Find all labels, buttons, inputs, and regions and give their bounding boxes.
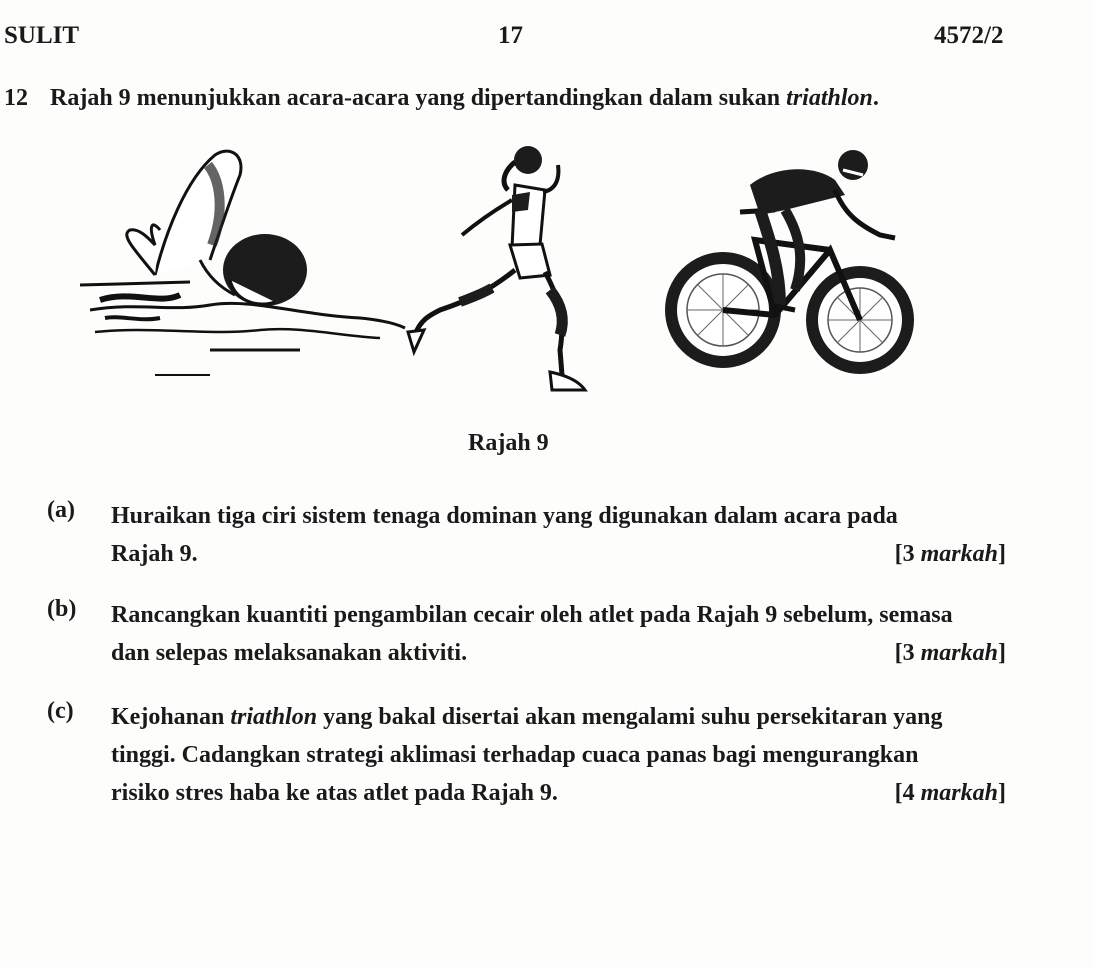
question-number: 12	[4, 85, 28, 111]
part-a-marks: [3 markah]	[894, 541, 1006, 567]
question-stem: Rajah 9 menunjukkan acara-acara yang dipertandingkan dalam sukan triathlon.	[50, 85, 879, 111]
part-c	[111, 698, 1006, 812]
runner-illustration	[400, 140, 600, 395]
part-b-line2: dan selepas melaksanakan aktiviti.	[111, 640, 468, 666]
part-a-line1: Huraikan tiga ciri sistem tenaga dominan yang digunakan dalam acara pada	[111, 503, 898, 529]
part-c-marks: [4 markah]	[894, 780, 1006, 806]
page-number: 17	[498, 22, 523, 49]
part-c-line1: Kejohanan triathlon yang bakal disertai akan mengalami suhu persekitaran yang	[111, 704, 943, 730]
figure-caption: Rajah 9	[468, 430, 549, 456]
part-b-line1: Rancangkan kuantiti pengambilan cecair oleh atlet pada Rajah 9 sebelum, semasa	[111, 602, 953, 628]
part-c-label: (c)	[47, 698, 74, 724]
part-a-line2: Rajah 9.	[111, 541, 198, 567]
header-left: SULIT	[4, 22, 80, 49]
term-triathlon: triathlon	[786, 85, 873, 111]
paper-code: 4572/2	[934, 22, 1004, 49]
cyclist-illustration	[665, 140, 925, 385]
part-b-marks: [3 markah]	[894, 640, 1006, 666]
part-b	[111, 596, 1006, 672]
part-b-label: (b)	[47, 596, 77, 622]
part-c-line2: tinggi. Cadangkan strategi aklimasi terhadap cuaca panas bagi mengurangkan	[111, 742, 919, 768]
part-c-line3: risiko stres haba ke atas atlet pada Rajah 9.	[111, 780, 558, 806]
swimmer-illustration	[60, 140, 410, 385]
part-a-label: (a)	[47, 497, 75, 523]
part-a	[111, 497, 1006, 573]
